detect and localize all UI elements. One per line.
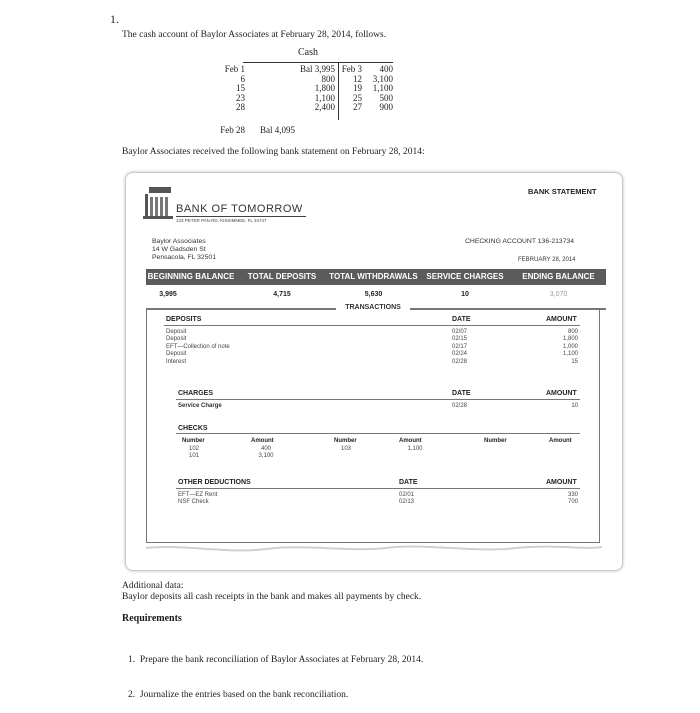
- requirements-title: Requirements: [122, 613, 182, 624]
- deposit-amounts: [540, 329, 578, 366]
- charge-desc: Service Charge: [178, 403, 222, 409]
- bank-name: BANK OF TOMORROW: [176, 203, 303, 215]
- deposit-date: 02/17: [452, 343, 468, 350]
- debit-date: 6: [240, 73, 245, 84]
- transactions-label: TRANSACTIONS: [345, 304, 401, 311]
- deposit-date: 02/28: [452, 358, 468, 365]
- check-number-header: Number: [484, 438, 507, 444]
- debit-date: 15: [236, 83, 245, 94]
- charges-amount-header: AMOUNT: [546, 390, 577, 397]
- debit-amount: 1,800: [314, 83, 335, 94]
- check-amount-header: Amount: [251, 438, 274, 444]
- customer-street: 14 W Gadsden St: [152, 246, 206, 253]
- additional-text: Baylor deposits all cash receipts in the bank and makes all payments by check.: [122, 592, 422, 602]
- other-dates: [399, 492, 414, 507]
- check-amount: 1,100: [407, 446, 423, 452]
- other-date: 02/01: [399, 492, 415, 498]
- ending-date: Feb 28: [220, 125, 245, 135]
- other-desc: EFT—EZ Rent: [178, 492, 218, 498]
- additional-label: Additional data:: [122, 581, 184, 591]
- customer-address: [152, 238, 216, 262]
- other-date: 02/13: [399, 499, 415, 506]
- check-number-header: Number: [182, 438, 205, 444]
- credit-date: Feb 3: [341, 64, 362, 74]
- other-amount: 700: [567, 499, 578, 506]
- debit-date: Feb 1: [224, 64, 245, 74]
- charge-date: 02/28: [452, 403, 468, 409]
- checks-header: CHECKS: [178, 425, 208, 432]
- problem-number: 1.: [110, 12, 119, 26]
- requirement-item: 2. Journalize the entries based on the bank reconciliation.: [128, 689, 349, 700]
- t-account-title: Cash: [298, 47, 318, 58]
- debit-amount: 800: [321, 73, 335, 84]
- check-amounts-col1: [254, 446, 278, 461]
- deposit-amount: 800: [567, 329, 578, 335]
- debit-date: 28: [236, 102, 245, 113]
- check-number: 103: [340, 446, 351, 452]
- deposits-header: DEPOSITS: [166, 316, 202, 323]
- deposits-rule: [164, 325, 580, 326]
- charges-date-header: DATE: [452, 390, 471, 397]
- credit-amount: 3,100: [372, 73, 393, 84]
- deposit-date: 02/07: [452, 329, 468, 335]
- bank-name-rule: [176, 216, 306, 217]
- other-desc: NSF Check: [178, 499, 209, 506]
- deposit-dates: [452, 329, 467, 366]
- credit-amount: 1,100: [372, 83, 393, 94]
- debit-amount: 2,400: [314, 102, 335, 113]
- charges-header: CHARGES: [178, 390, 214, 397]
- check-amount: 400: [260, 446, 271, 452]
- check-amount-header: Amount: [399, 438, 422, 444]
- account-number: CHECKING ACCOUNT 136-213734: [465, 238, 575, 245]
- check-number: 101: [188, 453, 199, 460]
- other-descriptions: [178, 492, 217, 507]
- other-amounts: [540, 492, 578, 507]
- summary-value: 3,070: [549, 291, 568, 298]
- debit-date: 23: [236, 92, 245, 103]
- credit-amount: 900: [379, 102, 393, 113]
- summary-header: SERVICE CHARGES: [426, 272, 504, 281]
- deposit-amount: 1,000: [562, 343, 578, 350]
- other-amount: 330: [567, 492, 578, 498]
- statement-label: BANK STATEMENT: [528, 187, 597, 196]
- intro-text: The cash account of Baylor Associates at February 28, 2014, follows.: [122, 30, 387, 40]
- requirements-list: [128, 632, 423, 713]
- deposit-amount: 15: [571, 358, 578, 365]
- check-amount-header: Amount: [549, 438, 572, 444]
- statement-date: FEBRUARY 28, 2014: [518, 257, 576, 263]
- customer-city: Pensacola, FL 32501: [152, 254, 216, 261]
- summary-header: TOTAL DEPOSITS: [247, 272, 317, 281]
- credit-amount: 500: [379, 92, 393, 103]
- t-account-hline: [243, 62, 393, 63]
- check-number: 102: [188, 446, 199, 452]
- deposit-desc: Deposit: [166, 351, 187, 358]
- check-amount: 3,100: [258, 453, 274, 460]
- deposit-amount: 1,800: [562, 336, 578, 343]
- deposit-desc: EFT—Collection of note: [166, 343, 230, 350]
- requirement-item: 1. Prepare the bank reconciliation of Baylor Associates at February 28, 2014.: [128, 655, 424, 665]
- summary-header: TOTAL WITHDRAWALS: [329, 272, 418, 281]
- deposit-desc: Deposit: [166, 336, 187, 343]
- t-account-vline: [338, 62, 339, 120]
- deposit-date: 02/15: [452, 336, 468, 343]
- credit-date: 19: [353, 83, 362, 94]
- deposit-date: 02/24: [452, 351, 468, 358]
- other-rule: [176, 488, 580, 489]
- deposits-date-header: DATE: [452, 316, 471, 323]
- cash-t-account: [213, 48, 403, 140]
- check-numbers-col1: [186, 446, 202, 461]
- debit-amount: Bal 3,995: [300, 64, 335, 74]
- checks-rule: [176, 433, 580, 434]
- other-amount-header: AMOUNT: [546, 479, 577, 486]
- check-amounts-col2: [403, 446, 427, 453]
- credit-date: 12: [353, 73, 362, 84]
- summary-header: BEGINNING BALANCE: [147, 272, 235, 281]
- ending-amount: Bal 4,095: [260, 125, 295, 135]
- additional-data: [122, 581, 421, 603]
- credit-date: 25: [353, 92, 362, 103]
- summary-value: 10: [461, 291, 469, 298]
- charge-amount: 10: [571, 403, 578, 409]
- check-numbers-col2: [338, 446, 354, 453]
- deposit-amount: 1,100: [562, 351, 578, 358]
- bank-intro-text: Baylor Associates received the following bank statement on February 28, 2014:: [122, 147, 425, 157]
- deposits-amount-header: AMOUNT: [546, 316, 577, 323]
- other-deductions-header: OTHER DEDUCTIONS: [178, 479, 251, 486]
- other-date-header: DATE: [399, 479, 418, 486]
- customer-name: Baylor Associates: [152, 238, 206, 245]
- credit-date: 27: [353, 102, 362, 113]
- torn-edge-decoration: [146, 540, 602, 560]
- check-number-header: Number: [334, 438, 357, 444]
- credit-amount: 400: [379, 64, 393, 74]
- summary-value: 4,715: [273, 291, 291, 298]
- bank-address: 123 PETER PAN RD, KISSIMMEE, FL 34747: [176, 218, 267, 223]
- deposit-desc: Deposit: [166, 329, 187, 335]
- summary-value: 5,630: [364, 291, 383, 298]
- summary-value: 3,995: [159, 291, 177, 298]
- charges-rule: [176, 399, 580, 400]
- debit-amount: 1,100: [314, 92, 335, 103]
- summary-header: ENDING BALANCE: [522, 272, 595, 281]
- deposit-desc: Interest: [166, 358, 187, 365]
- bank-logo-icon: [143, 187, 173, 221]
- deposit-descriptions: [166, 329, 230, 366]
